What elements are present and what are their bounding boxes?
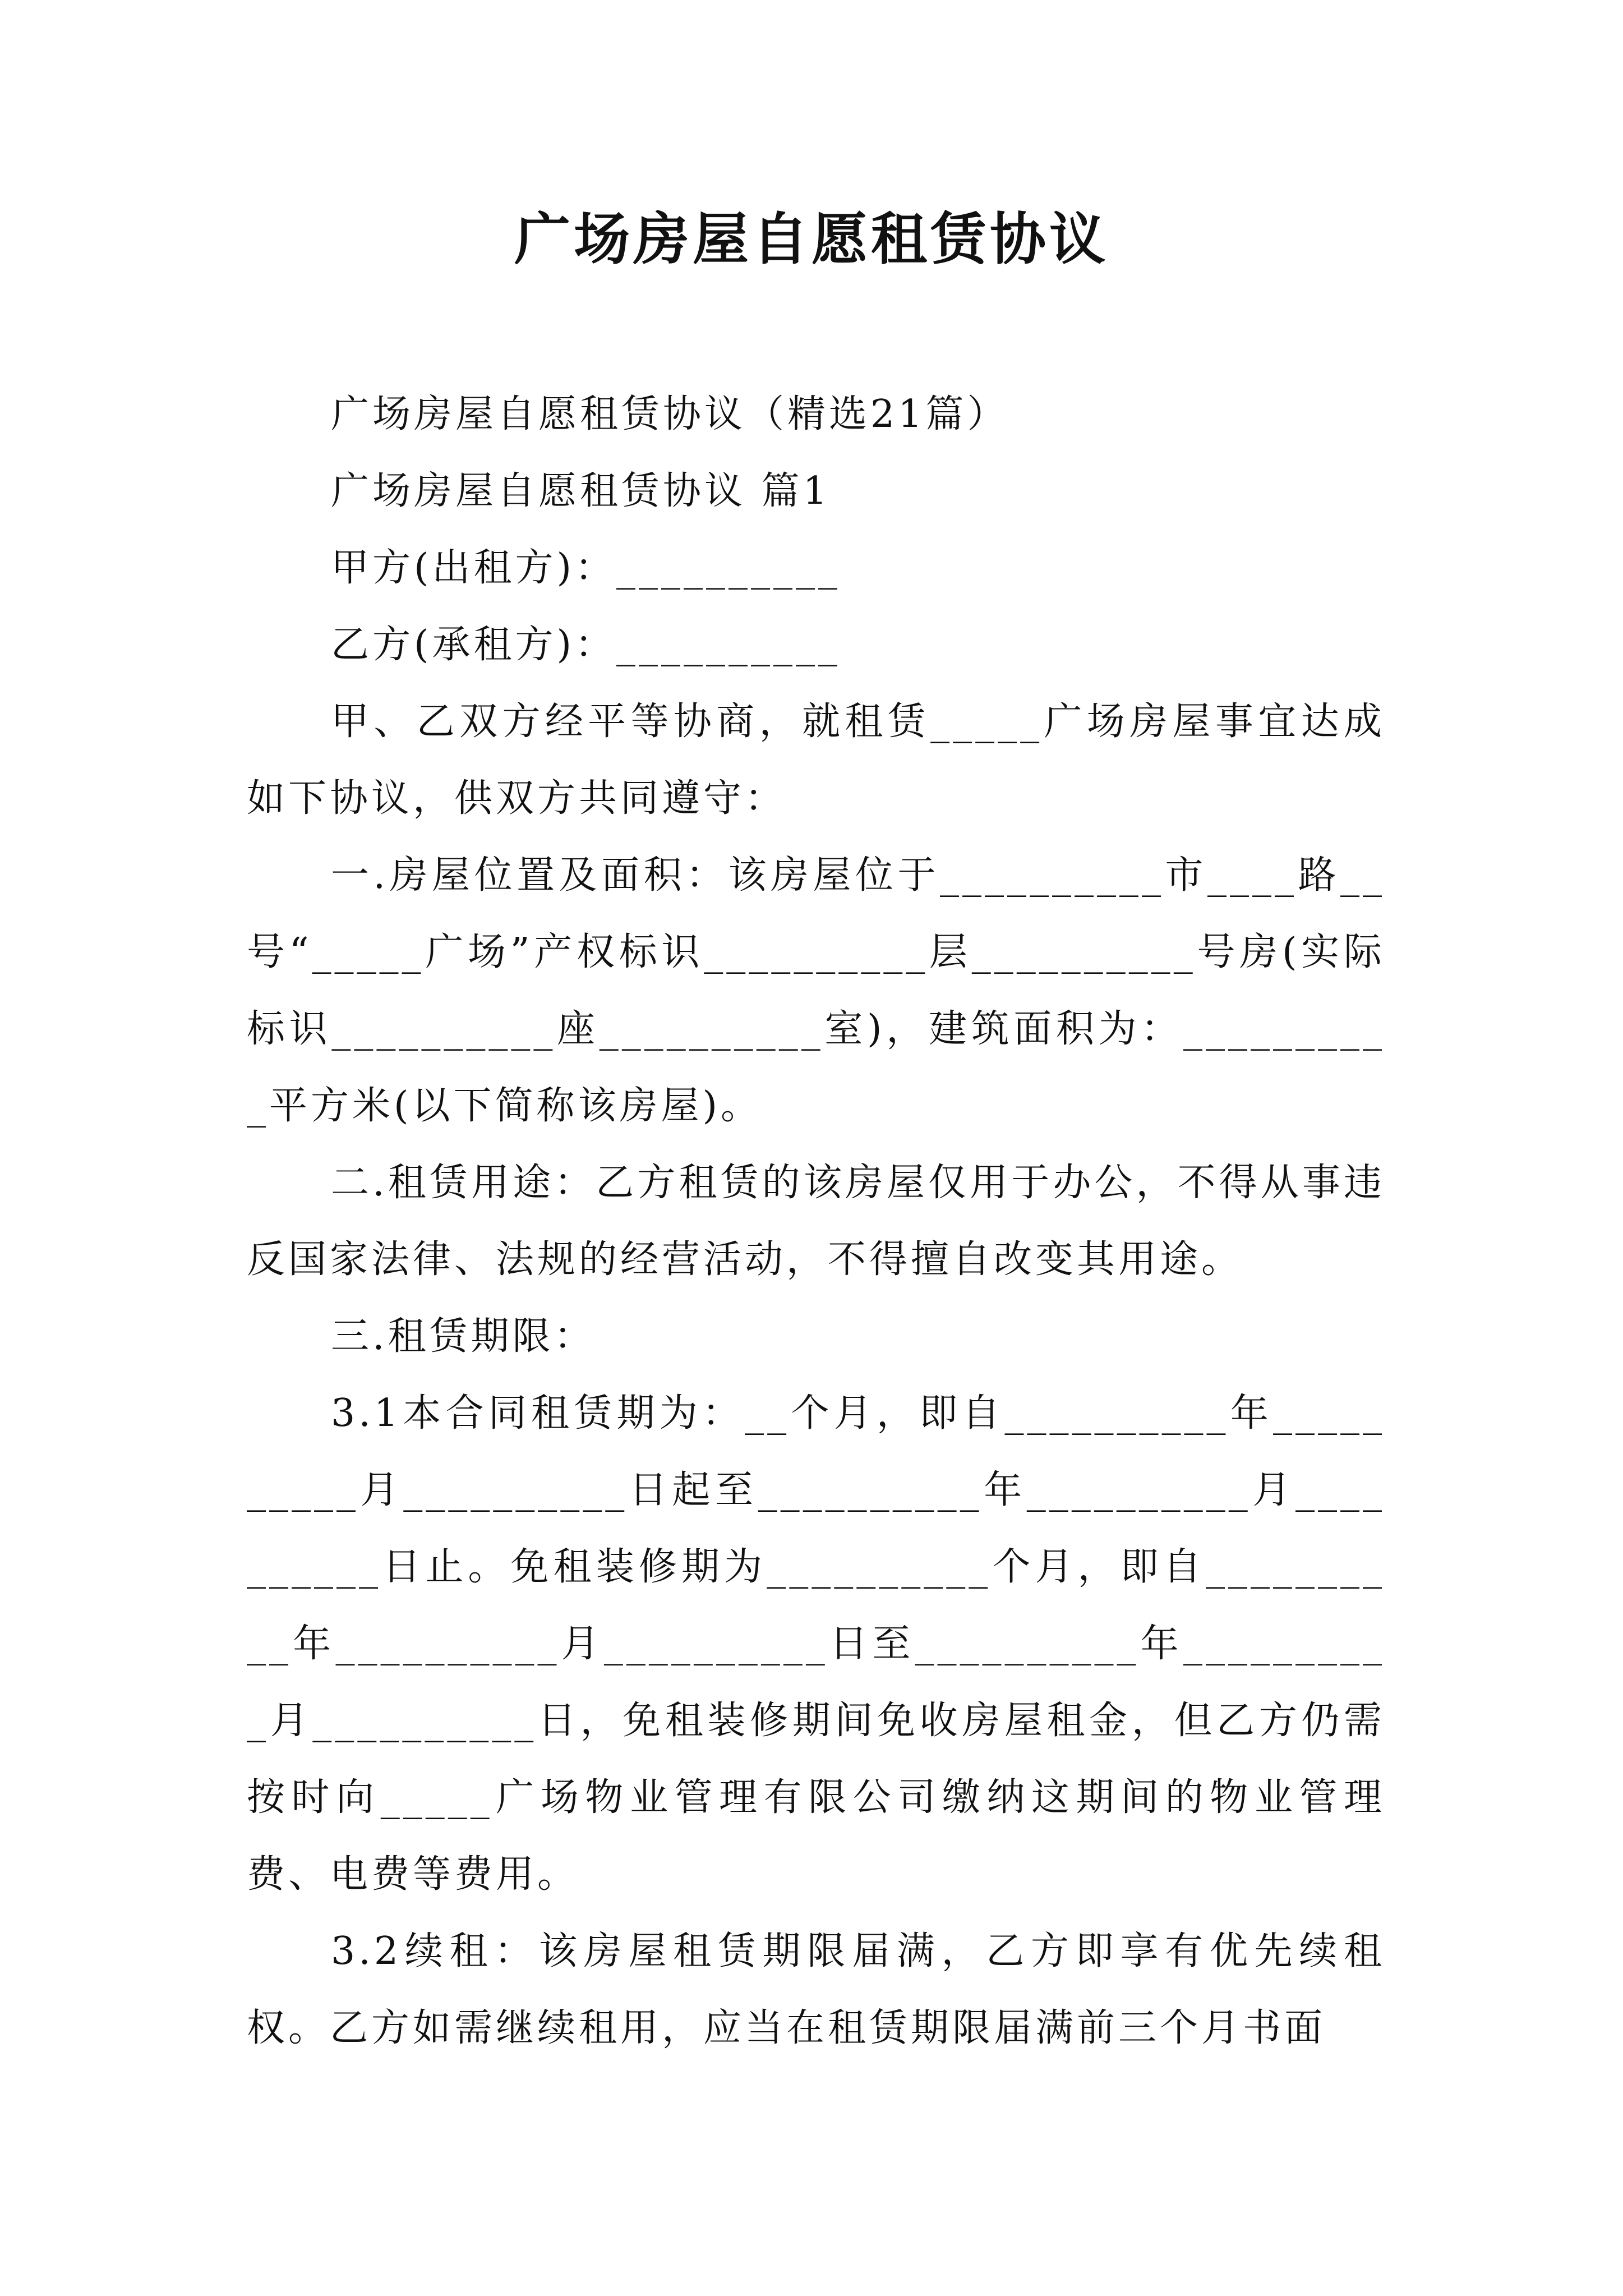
- subtitle-paragraph: 广场房屋自愿租赁协议（精选21篇）: [331, 392, 1009, 436]
- chapter-heading: 广场房屋自愿租赁协议 篇1: [331, 469, 831, 513]
- clause-location-area: 一.房屋位置及面积：该房屋位于__________市____路__号“_____广场”产权标识__________层__________号房(实际标识__________座__________室)，建筑面积为：__________平方米(以下简称该房屋)。: [247, 853, 1385, 1128]
- document-title: 广场房屋自愿租赁协议: [514, 206, 1109, 272]
- party-b-line: 乙方(承租方)：__________: [331, 623, 841, 667]
- preamble-paragraph: 甲、乙双方经平等协商，就租赁_____广场房屋事宜达成如下协议，供双方共同遵守：: [247, 700, 1385, 821]
- clause-renewal-3-2: 3.2续租：该房屋租赁期限届满，乙方即享有优先续租权。乙方如需继续租用，应当在租赁期限届满前三个月书面: [247, 1929, 1385, 2050]
- party-a-line: 甲方(出租方)：__________: [331, 546, 841, 590]
- clause-term-heading: 三.租赁期限：: [331, 1314, 596, 1359]
- clause-term-3-1: 3.1本合同租赁期为：__个月，即自__________年__________月__________日起至__________年__________月__________日止。免租装修期为__________个月，即自__________年__________月__________日至__________年__________月__________日，免租装修期间免收房屋租金，但乙方仍需按时向_____广场物业管理有限公司缴纳这期间的物业管理费、电费等费用。: [247, 1391, 1385, 1897]
- document-body: [247, 376, 1385, 2067]
- clause-usage: 二.租赁用途：乙方租赁的该房屋仅用于办公，不得从事违反国家法律、法规的经营活动，不得擅自改变其用途。: [247, 1161, 1385, 1282]
